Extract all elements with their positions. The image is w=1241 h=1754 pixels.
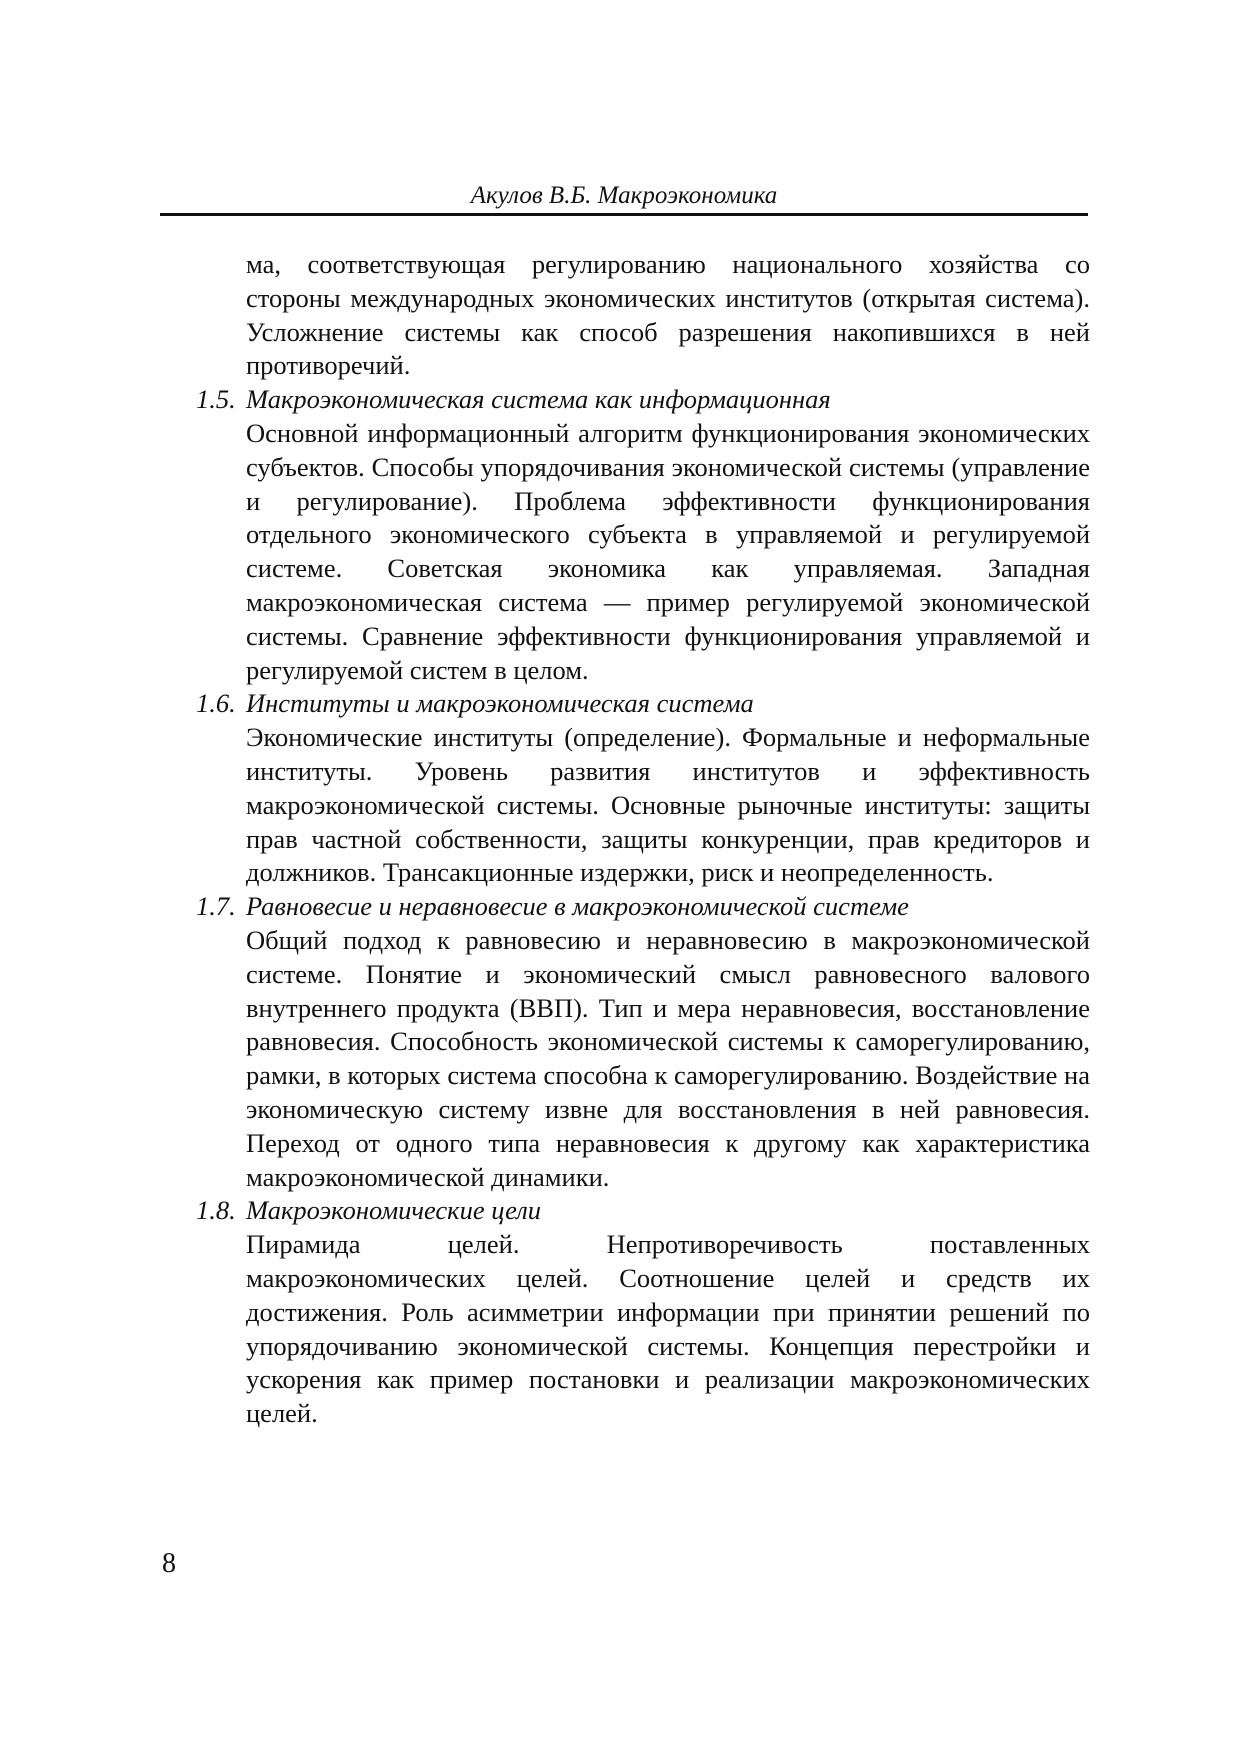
section-number: 1.5. bbox=[196, 384, 236, 415]
section-heading bbox=[196, 890, 1090, 924]
section-body: Экономические институты (определение). Формальные и неформальные институты. Уровень развития институтов и эффективность макроэкономической системы. Основные рыночные институты: защиты прав частной собственности, защиты конкуренции, прав кредиторов и должников. Трансакционные издержки, риск и неопределенность. bbox=[246, 722, 1090, 888]
section-title: Равновесие и неравновесие в макроэкономической системе bbox=[246, 891, 909, 922]
section-body: Пирамида целей. Непротиворечивость поставленных макроэкономических целей. Соотношение целей и средств их достижения. Роль асимметрии информации при принятии решений по упорядочиванию экономической системы. Концепция перестройки и ускорения как пример постановки и реализации макроэкономических целей. bbox=[246, 1229, 1090, 1429]
section-title: Макроэкономическая система как информационная bbox=[246, 384, 831, 415]
section-1-7 bbox=[196, 890, 1090, 1194]
section-1-8 bbox=[196, 1194, 1090, 1431]
section-heading bbox=[196, 1194, 1090, 1228]
section-1-6 bbox=[196, 687, 1090, 890]
section-heading bbox=[196, 687, 1090, 721]
section-number: 1.6. bbox=[196, 688, 236, 719]
section-1-5 bbox=[196, 383, 1090, 687]
section-number: 1.8. bbox=[196, 1195, 236, 1226]
section-body: Основной информационный алгоритм функционирования экономических субъектов. Способы упорядочивания экономической системы (управление и регулирование). Проблема эффективности функционирования отдельного экономического субъекта в управляемой и регулируемой системе. Советская экономика как управляемая. Западная макроэкономическая система — пример регулируемой экономической системы. Сравнение эффективности функционирования управляемой и регулируемой систем в целом. bbox=[246, 417, 1090, 685]
header-rule bbox=[160, 213, 1088, 216]
running-header: Акулов В.Б. Макроэкономика bbox=[470, 182, 778, 209]
section-body: Общий подход к равновесию и неравновесию в макроэкономической системе. Понятие и экономический смысл равновесного валового внутреннего продукта (ВВП). Тип и мера неравновесия, восстановление равновесия. Способность экономической системы к саморегулированию, рамки, в которых система способна к саморегулированию. Воздействие на экономическую систему извне для восстановления в ней равновесия. Переход от одного типа неравновесия к другому как характеристика макроэкономической динамики. bbox=[246, 924, 1090, 1192]
intro-paragraph: ма, соответствующая регулированию национального хозяйства со стороны международных экономических институтов (открытая система). Усложнение системы как способ разрешения накопившихся в ней противоречий. bbox=[246, 249, 1090, 381]
section-title: Институты и макроэкономическая система bbox=[246, 688, 754, 719]
section-heading bbox=[196, 383, 1090, 417]
page-content bbox=[196, 248, 1090, 1431]
page-number: 8 bbox=[162, 1548, 176, 1579]
section-title: Макроэкономические цели bbox=[246, 1195, 542, 1226]
section-number: 1.7. bbox=[196, 891, 236, 922]
